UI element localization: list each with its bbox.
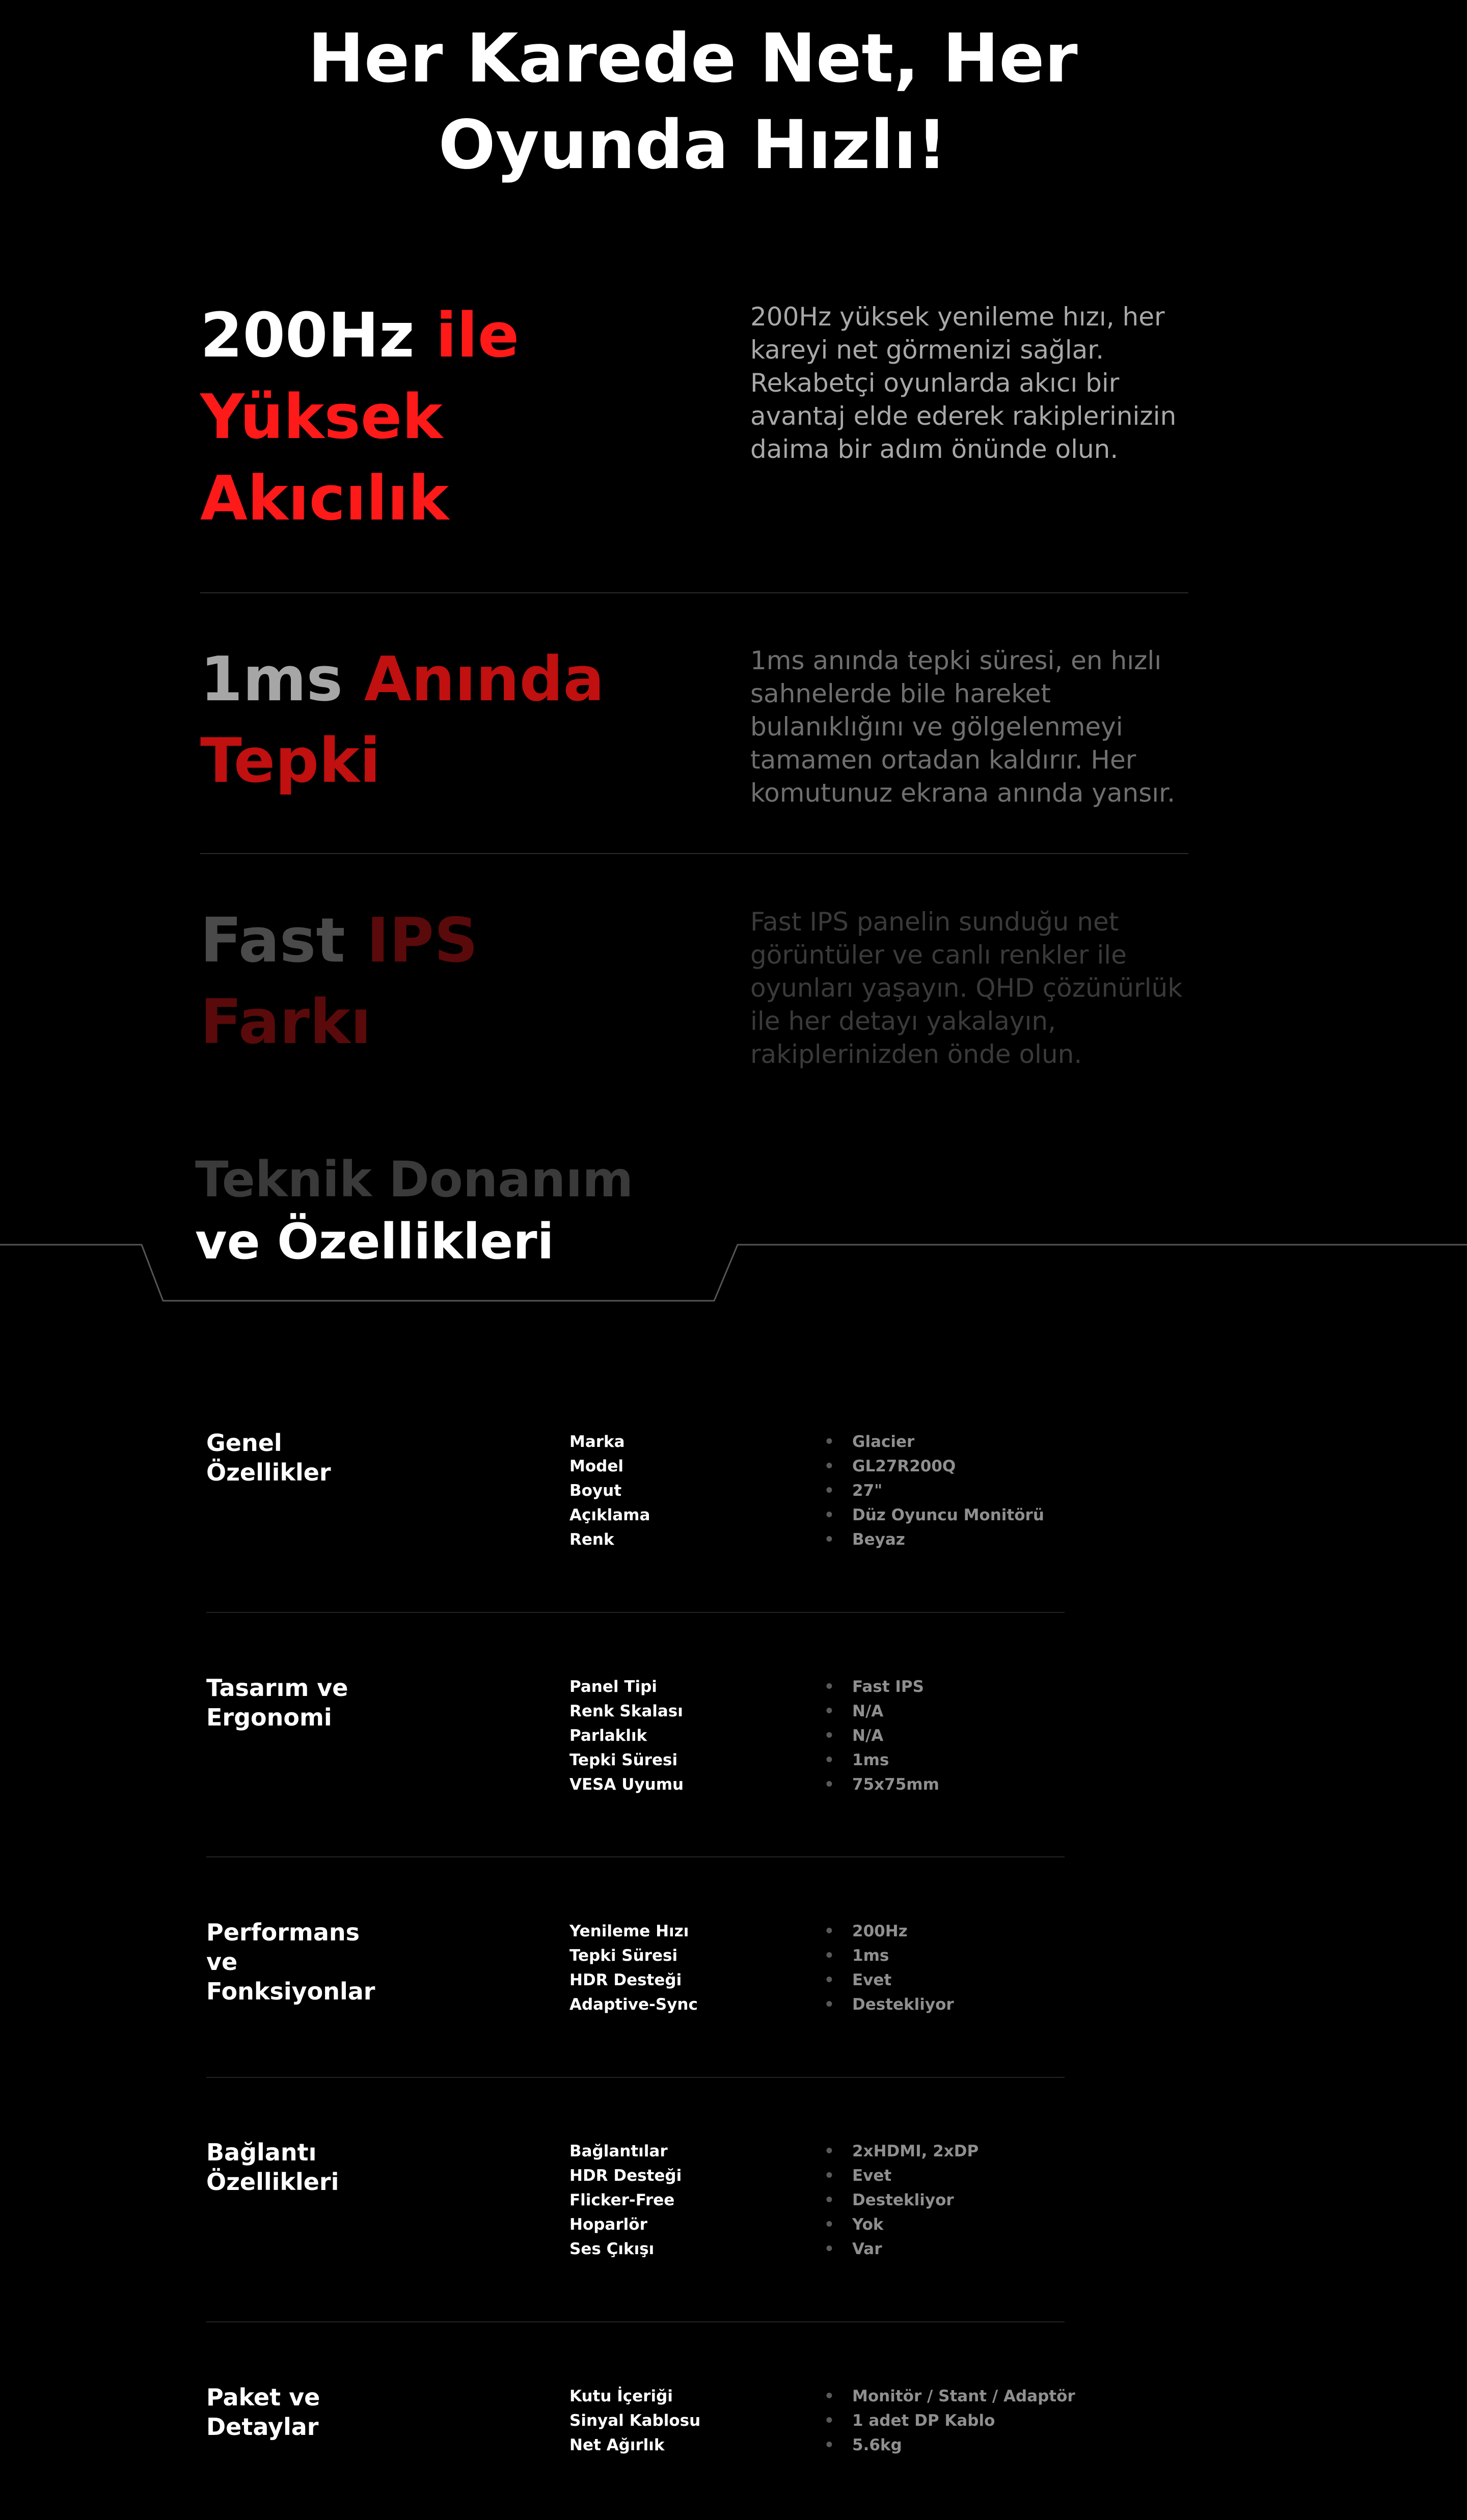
spec-list bbox=[569, 2384, 1130, 2457]
bullet-icon: • bbox=[824, 2412, 834, 2430]
spec-key: Sinyal Kablosu bbox=[569, 2412, 701, 2430]
spec-row bbox=[569, 2433, 1130, 2457]
spec-row bbox=[569, 1675, 1130, 1699]
spec-row bbox=[569, 1527, 1130, 1552]
spec-value: Beyaz bbox=[852, 1530, 905, 1549]
tech-title-line1: Teknik Donanım bbox=[195, 1151, 634, 1208]
tab-notch-outline bbox=[0, 1232, 1467, 1304]
bullet-icon: • bbox=[824, 2387, 834, 2405]
feature-1ms-title-c: Tepki bbox=[200, 726, 381, 797]
feature-divider bbox=[200, 853, 1188, 854]
spec-category-title-line: Bağlantı bbox=[206, 2139, 317, 2166]
spec-key: Panel Tipi bbox=[569, 1678, 657, 1696]
spec-category-title-line: Özellikleri bbox=[206, 2168, 339, 2196]
bullet-icon: • bbox=[824, 1702, 834, 1720]
spec-key: Flicker-Free bbox=[569, 2191, 675, 2209]
spec-row bbox=[569, 2188, 1130, 2212]
spec-category-title-line: Tasarım ve bbox=[206, 1674, 348, 1702]
spec-key: VESA Uyumu bbox=[569, 1775, 684, 1794]
spec-value: Evet bbox=[852, 1971, 892, 1989]
spec-value: Var bbox=[852, 2240, 882, 2258]
spec-row bbox=[569, 2408, 1130, 2433]
spec-category-title bbox=[206, 1428, 379, 1487]
spec-key: Hoparlör bbox=[569, 2215, 647, 2234]
spec-row bbox=[569, 1943, 1130, 1968]
spec-value: Evet bbox=[852, 2167, 892, 2185]
feature-1ms-title-a: 1ms bbox=[200, 644, 343, 715]
spec-value: Düz Oyuncu Monitörü bbox=[852, 1506, 1044, 1524]
feature-fast-ips-title-a: Fast bbox=[200, 906, 345, 976]
hero-title bbox=[0, 15, 1386, 188]
spec-category-title bbox=[206, 2382, 379, 2442]
spec-value: Fast IPS bbox=[852, 1678, 924, 1696]
bullet-icon: • bbox=[824, 1678, 834, 1696]
bullet-icon: • bbox=[824, 1482, 834, 1500]
bullet-icon: • bbox=[824, 1506, 834, 1524]
spec-value: Destekliyor bbox=[852, 1995, 954, 2014]
spec-key: Tepki Süresi bbox=[569, 1947, 678, 1965]
spec-key: Renk Skalası bbox=[569, 1702, 683, 1720]
spec-divider bbox=[206, 1612, 1065, 1613]
bullet-icon: • bbox=[824, 1947, 834, 1965]
spec-row bbox=[569, 1919, 1130, 1943]
spec-key: Boyut bbox=[569, 1482, 622, 1500]
feature-fast-ips-title-c: Farkı bbox=[200, 987, 372, 1058]
spec-key: Adaptive-Sync bbox=[569, 1995, 698, 2014]
feature-200hz-title-b: ile bbox=[436, 300, 520, 371]
spec-row bbox=[569, 1992, 1130, 2017]
spec-value: N/A bbox=[852, 1702, 884, 1720]
spec-value: 75x75mm bbox=[852, 1775, 939, 1794]
spec-list bbox=[569, 1675, 1130, 1797]
spec-value: 200Hz bbox=[852, 1922, 908, 1940]
bullet-icon: • bbox=[824, 1995, 834, 2014]
tech-title-line2: ve Özellikleri bbox=[195, 1213, 554, 1270]
bullet-icon: • bbox=[824, 2215, 834, 2234]
feature-200hz-text: 200Hz yüksek yenileme hızı, her kareyi net görmenizi sağlar. Rekabetçi oyunlarda akıcı bir avantaj elde ederek rakiplerinizin daima bir adım önünde olun. bbox=[750, 302, 1177, 464]
spec-row bbox=[569, 2212, 1130, 2237]
spec-divider bbox=[206, 2077, 1065, 2078]
spec-key: Kutu İçeriği bbox=[569, 2387, 673, 2405]
bullet-icon: • bbox=[824, 2436, 834, 2454]
hero-title-line1: Her Karede Net, Her bbox=[308, 19, 1078, 98]
spec-category-title bbox=[206, 2138, 379, 2197]
bullet-icon: • bbox=[824, 1775, 834, 1794]
feature-divider bbox=[200, 592, 1188, 593]
spec-value: 2xHDMI, 2xDP bbox=[852, 2142, 979, 2160]
spec-value: 1 adet DP Kablo bbox=[852, 2412, 995, 2430]
bullet-icon: • bbox=[824, 2142, 834, 2160]
hero-title-line2: Oyunda Hızlı! bbox=[438, 106, 947, 184]
spec-category-title-line: Genel bbox=[206, 1429, 282, 1457]
spec-row bbox=[569, 1454, 1130, 1478]
bullet-icon: • bbox=[824, 1971, 834, 1989]
spec-key: Ses Çıkışı bbox=[569, 2240, 655, 2258]
spec-divider bbox=[206, 2321, 1065, 2322]
feature-fast-ips-title-b: IPS bbox=[366, 906, 478, 976]
bullet-icon: • bbox=[824, 2240, 834, 2258]
spec-row bbox=[569, 1748, 1130, 1772]
spec-row bbox=[569, 1723, 1130, 1748]
spec-category-title-line: Paket ve bbox=[206, 2384, 320, 2411]
spec-list bbox=[569, 1919, 1130, 2017]
spec-row bbox=[569, 1772, 1130, 1797]
bullet-icon: • bbox=[824, 2167, 834, 2185]
spec-key: Bağlantılar bbox=[569, 2142, 668, 2160]
feature-200hz-title-c: Yüksek bbox=[200, 382, 443, 453]
feature-1ms-text: 1ms anında tepki süresi, en hızlı sahnelerde bile hareket bulanıklığını ve gölgelenmeyi tamamen ortadan kaldırır. Her komutunuz ekrana anında yansır. bbox=[750, 646, 1176, 808]
spec-value: 27" bbox=[852, 1482, 883, 1500]
spec-value: 5.6kg bbox=[852, 2436, 902, 2454]
bullet-icon: • bbox=[824, 2191, 834, 2209]
spec-key: Renk bbox=[569, 1530, 614, 1549]
bullet-icon: • bbox=[824, 1433, 834, 1451]
spec-row bbox=[569, 2139, 1130, 2163]
feature-fast-ips-title bbox=[200, 900, 710, 1063]
spec-row bbox=[569, 2384, 1130, 2408]
spec-row bbox=[569, 1478, 1130, 1503]
spec-key: Tepki Süresi bbox=[569, 1751, 678, 1769]
spec-value: 1ms bbox=[852, 1947, 889, 1965]
spec-row bbox=[569, 1430, 1130, 1454]
spec-category-title-line: Fonksiyonlar bbox=[206, 1978, 375, 2005]
spec-category-title-line: ve bbox=[206, 1948, 238, 1976]
spec-category-title-line: Özellikler bbox=[206, 1459, 331, 1486]
spec-value: Yok bbox=[852, 2215, 884, 2234]
spec-value: Monitör / Stant / Adaptör bbox=[852, 2387, 1075, 2405]
spec-key: Marka bbox=[569, 1433, 625, 1451]
bullet-icon: • bbox=[824, 1922, 834, 1940]
spec-category-title-line: Detaylar bbox=[206, 2413, 319, 2441]
spec-key: HDR Desteği bbox=[569, 1971, 682, 1989]
spec-category-title-line: Performans bbox=[206, 1919, 360, 1946]
spec-list bbox=[569, 1430, 1130, 1552]
spec-key: Model bbox=[569, 1457, 623, 1475]
spec-list bbox=[569, 2139, 1130, 2261]
spec-value: N/A bbox=[852, 1727, 884, 1745]
spec-row bbox=[569, 1699, 1130, 1723]
spec-value: GL27R200Q bbox=[852, 1457, 956, 1475]
spec-divider bbox=[206, 1856, 1065, 1857]
bullet-icon: • bbox=[824, 1457, 834, 1475]
feature-1ms-title-b: Anında bbox=[364, 644, 605, 715]
spec-key: Net Ağırlık bbox=[569, 2436, 665, 2454]
feature-200hz-title-a: 200Hz bbox=[200, 300, 415, 371]
spec-value: Destekliyor bbox=[852, 2191, 954, 2209]
spec-category-title bbox=[206, 1673, 379, 1732]
feature-200hz-title bbox=[200, 295, 710, 540]
spec-row bbox=[569, 2163, 1130, 2188]
spec-value: 1ms bbox=[852, 1751, 889, 1769]
feature-fast-ips-text: Fast IPS panelin sunduğu net görüntüler ve canlı renkler ile oyunları yaşayın. QHD çözünürlük ile her detayı yakalayın, rakiplerinizden önde olun. bbox=[750, 907, 1183, 1069]
spec-category-title-line: Ergonomi bbox=[206, 1704, 332, 1731]
spec-key: Açıklama bbox=[569, 1506, 650, 1524]
bullet-icon: • bbox=[824, 1751, 834, 1769]
spec-row bbox=[569, 1968, 1130, 1992]
spec-key: Yenileme Hızı bbox=[569, 1922, 689, 1940]
spec-value: Glacier bbox=[852, 1433, 915, 1451]
bullet-icon: • bbox=[824, 1727, 834, 1745]
spec-key: Parlaklık bbox=[569, 1727, 647, 1745]
spec-category-title bbox=[206, 1918, 379, 2006]
feature-200hz-title-d: Akıcılık bbox=[200, 463, 449, 534]
spec-key: HDR Desteği bbox=[569, 2167, 682, 2185]
spec-row bbox=[569, 2237, 1130, 2261]
spec-row bbox=[569, 1503, 1130, 1527]
bullet-icon: • bbox=[824, 1530, 834, 1549]
feature-1ms-title bbox=[200, 639, 710, 802]
